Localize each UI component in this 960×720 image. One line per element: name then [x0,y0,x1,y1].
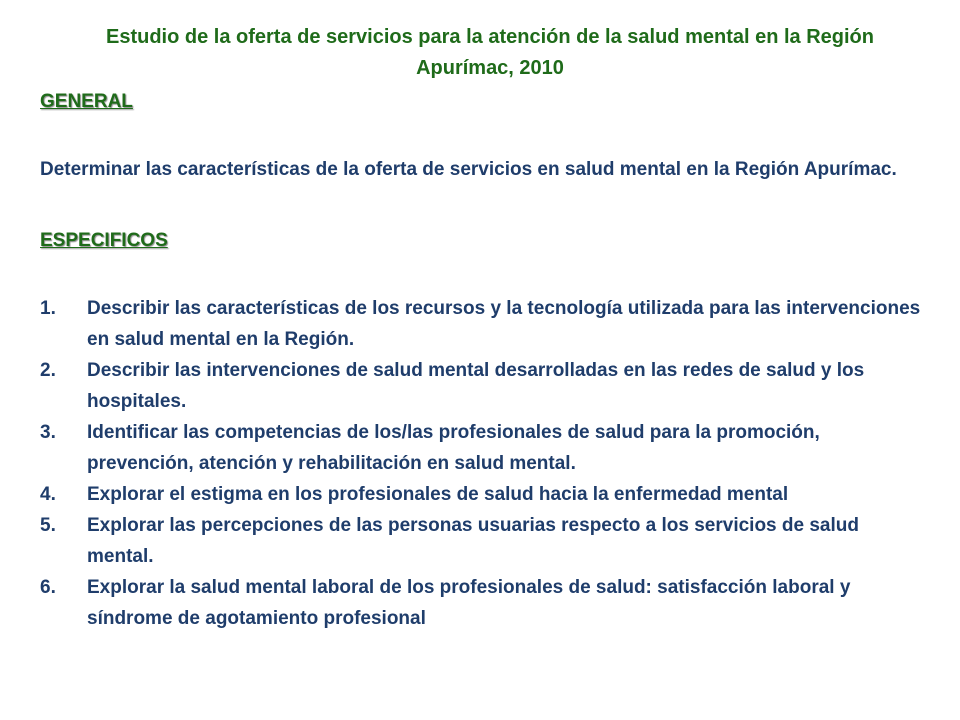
list-item [40,355,930,417]
general-objective-text: Determinar las características de la oferta de servicios en salud mental en la Región Apurímac. [40,159,897,180]
list-item-number: 3. [40,422,56,443]
list-item [40,510,930,572]
list-item-text: Explorar las percepciones de las personas usuarias respecto a los servicios de salud mental. [87,515,859,567]
list-item-text: Explorar la salud mental laboral de los profesionales de salud: satisfacción laboral y síndrome de agotamiento profesional [87,577,851,629]
list-item-number: 2. [40,360,56,381]
list-item-text: Explorar el estigma en los profesionales de salud hacia la enfermedad mental [87,484,789,505]
specific-objectives-list [40,293,930,634]
list-item-text: Describir las características de los recursos y la tecnología utilizada para las intervenciones en salud mental en la Región. [87,298,921,350]
list-item [40,572,930,634]
general-heading: GENERAL [40,91,133,112]
list-item [40,479,930,510]
slide-title: Estudio de la oferta de servicios para la atención de la salud mental en la Región Apurímac, 2010 [105,26,874,79]
list-item-number: 6. [40,577,56,598]
especificos-heading: ESPECIFICOS [40,230,168,251]
list-item [40,293,930,355]
list-item-text: Describir las intervenciones de salud mental desarrolladas en las redes de salud y los hospitales. [87,360,865,412]
list-item-text: Identificar las competencias de los/las profesionales de salud para la promoción, prevención, atención y rehabilitación en salud mental. [87,422,820,474]
list-item [40,417,930,479]
list-item-number: 5. [40,515,56,536]
list-item-number: 1. [40,298,56,319]
list-item-number: 4. [40,484,56,505]
